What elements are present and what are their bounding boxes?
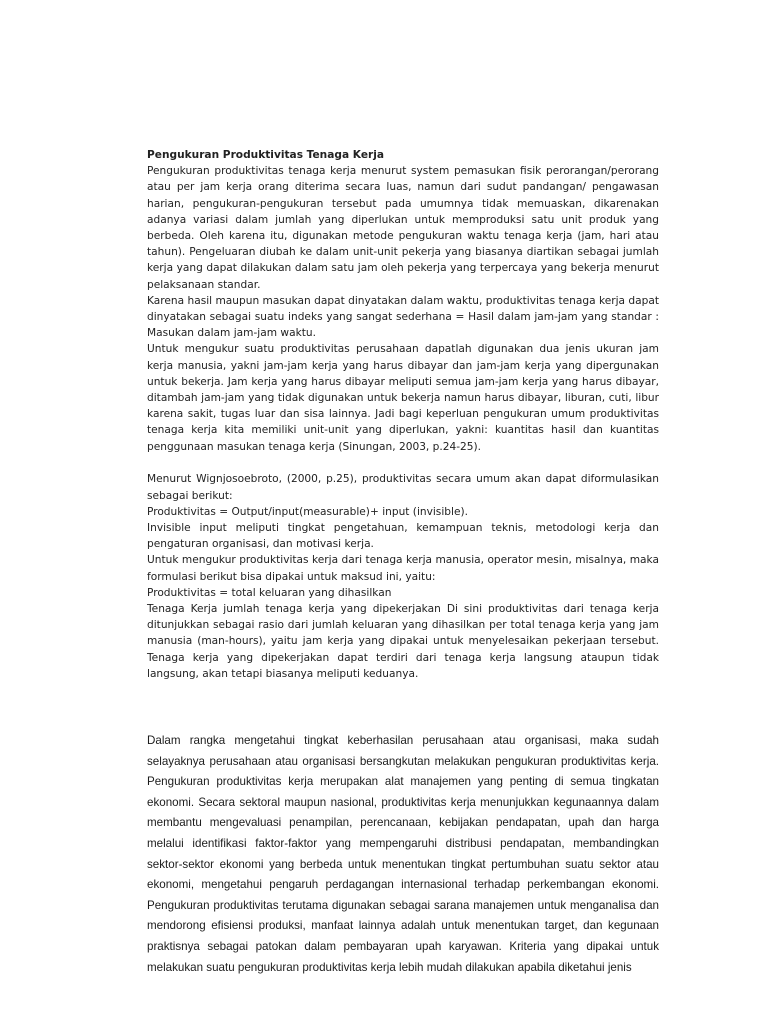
paragraph: Karena hasil maupun masukan dapat dinyatakan dalam waktu, produktivitas tenaga kerja dapat dinyatakan sebagai suatu indeks yang sangat sederhana = Hasil dalam jam-jam yang standar : Masukan dalam jam-jam waktu. [147,294,659,340]
paragraph: Menurut Wignjosoebroto, (2000, p.25), produktivitas secara umum akan dapat diformulasikan sebagai berikut: [147,473,659,502]
paragraph: Invisible input meliputi tingkat pengetahuan, kemampuan teknis, metodologi kerja dan pengaturan organisasi, dan motivasi kerja. [147,521,659,551]
paragraph: Tenaga Kerja jumlah tenaga kerja yang dipekerjakan Di sini produktivitas dari tenaga kerja ditunjukkan sebagai rasio dari jumlah keluaran yang dihasilkan per total tenaga kerja yang jam manusia (man-hours), yaitu jam kerja yang dipakai untuk menyelesaikan pekerjaan tersebut. Tenaga kerja yang dipekerjakan dapat terdiri dari tenaga kerja langsung ataupun tidak langsung, akan tetapi biasanya meliputi keduanya. [147,602,659,680]
paragraph: Untuk mengukur produktivitas kerja dari tenaga kerja manusia, operator mesin, misalnya, maka formulasi berikut bisa dipakai untuk maksud ini, yaitu: [147,554,659,583]
text-block-upper [147,147,659,682]
formula-line: Produktivitas = total keluaran yang dihasilkan [147,586,392,599]
formula-line: Produktivitas = Output/input(measurable)+ input (invisible). [147,505,468,518]
paragraph: Untuk mengukur suatu produktivitas perusahaan dapatlah digunakan dua jenis ukuran jam kerja manusia, yakni jam-jam kerja yang harus dibayar dan jam-jam kerja yang dipergunakan untuk bekerja. Jam kerja yang harus dibayar meliputi semua jam-jam kerja yang harus dibayar, ditambah jam-jam yang tidak digunakan untuk bekerja namun harus dibayar, liburan, cuti, libur karena sakit, tugas luar dan sisa lainnya. Jadi bagi keperluan pengukuran umum produktivitas tenaga kerja kita memiliki unit-unit yang diperlukan, yakni: kuantitas hasil dan kuantitas penggunaan masukan tenaga kerja (Sinungan, 2003, p.24-25). [147,343,659,453]
paragraph: Pengukuran produktivitas tenaga kerja menurut system pemasukan fisik perorangan/perorang atau per jam kerja orang diterima secara luas, namun dari sudut pandangan/ pengawasan harian, pengukuran-pengukuran tersebut pada umumnya tidak memuaskan, dikarenakan adanya variasi dalam jumlah yang diperlukan untuk memproduksi satu unit produk yang berbeda. Oleh karena itu, digunakan metode pengukuran waktu tenaga kerja (jam, hari atau tahun). Pengeluaran diubah ke dalam unit-unit pekerja yang biasanya diartikan sebagai jumlah kerja yang dapat dilakukan dalam satu jam oleh pekerja yang terpercaya yang bekerja menurut pelaksanaan standar. [147,165,659,291]
paragraph: Dalam rangka mengetahui tingkat keberhasilan perusahaan atau organisasi, maka sudah selayaknya perusahaan atau organisasi bersangkutan melakukan pengukuran produktivitas kerja. Pengukuran produktivitas kerja merupakan alat manajemen yang penting di semua tingkatan ekonomi. Secara sektoral maupun nasional, produktivitas kerja menunjukkan kegunaannya dalam membantu mengevaluasi penampilan, perencanaan, kebijakan pendapatan, upah dan harga melalui identifikasi faktor-faktor yang mempengaruhi distribusi pendapatan, membandingkan sektor-sektor ekonomi yang berbeda untuk menentukan tingkat pertumbuhan suatu sektor atau ekonomi, mengetahui pengaruh perdagangan internasional terhadap perkembangan ekonomi. Pengukuran produktivitas terutama digunakan sebagai sarana manajemen untuk menganalisa dan mendorong efisiensi produksi, manfaat lainnya adalah untuk menentukan target, dan kegunaan praktisnya sebagai patokan dalam pembayaran upah karyawan. Kriteria yang dipakai untuk melakukan suatu pengukuran produktivitas kerja lebih mudah dilakukan apabila diketahui jenis [147,734,659,974]
document-title: Pengukuran Produktivitas Tenaga Kerja [147,149,385,161]
text-block-lower [147,731,659,978]
